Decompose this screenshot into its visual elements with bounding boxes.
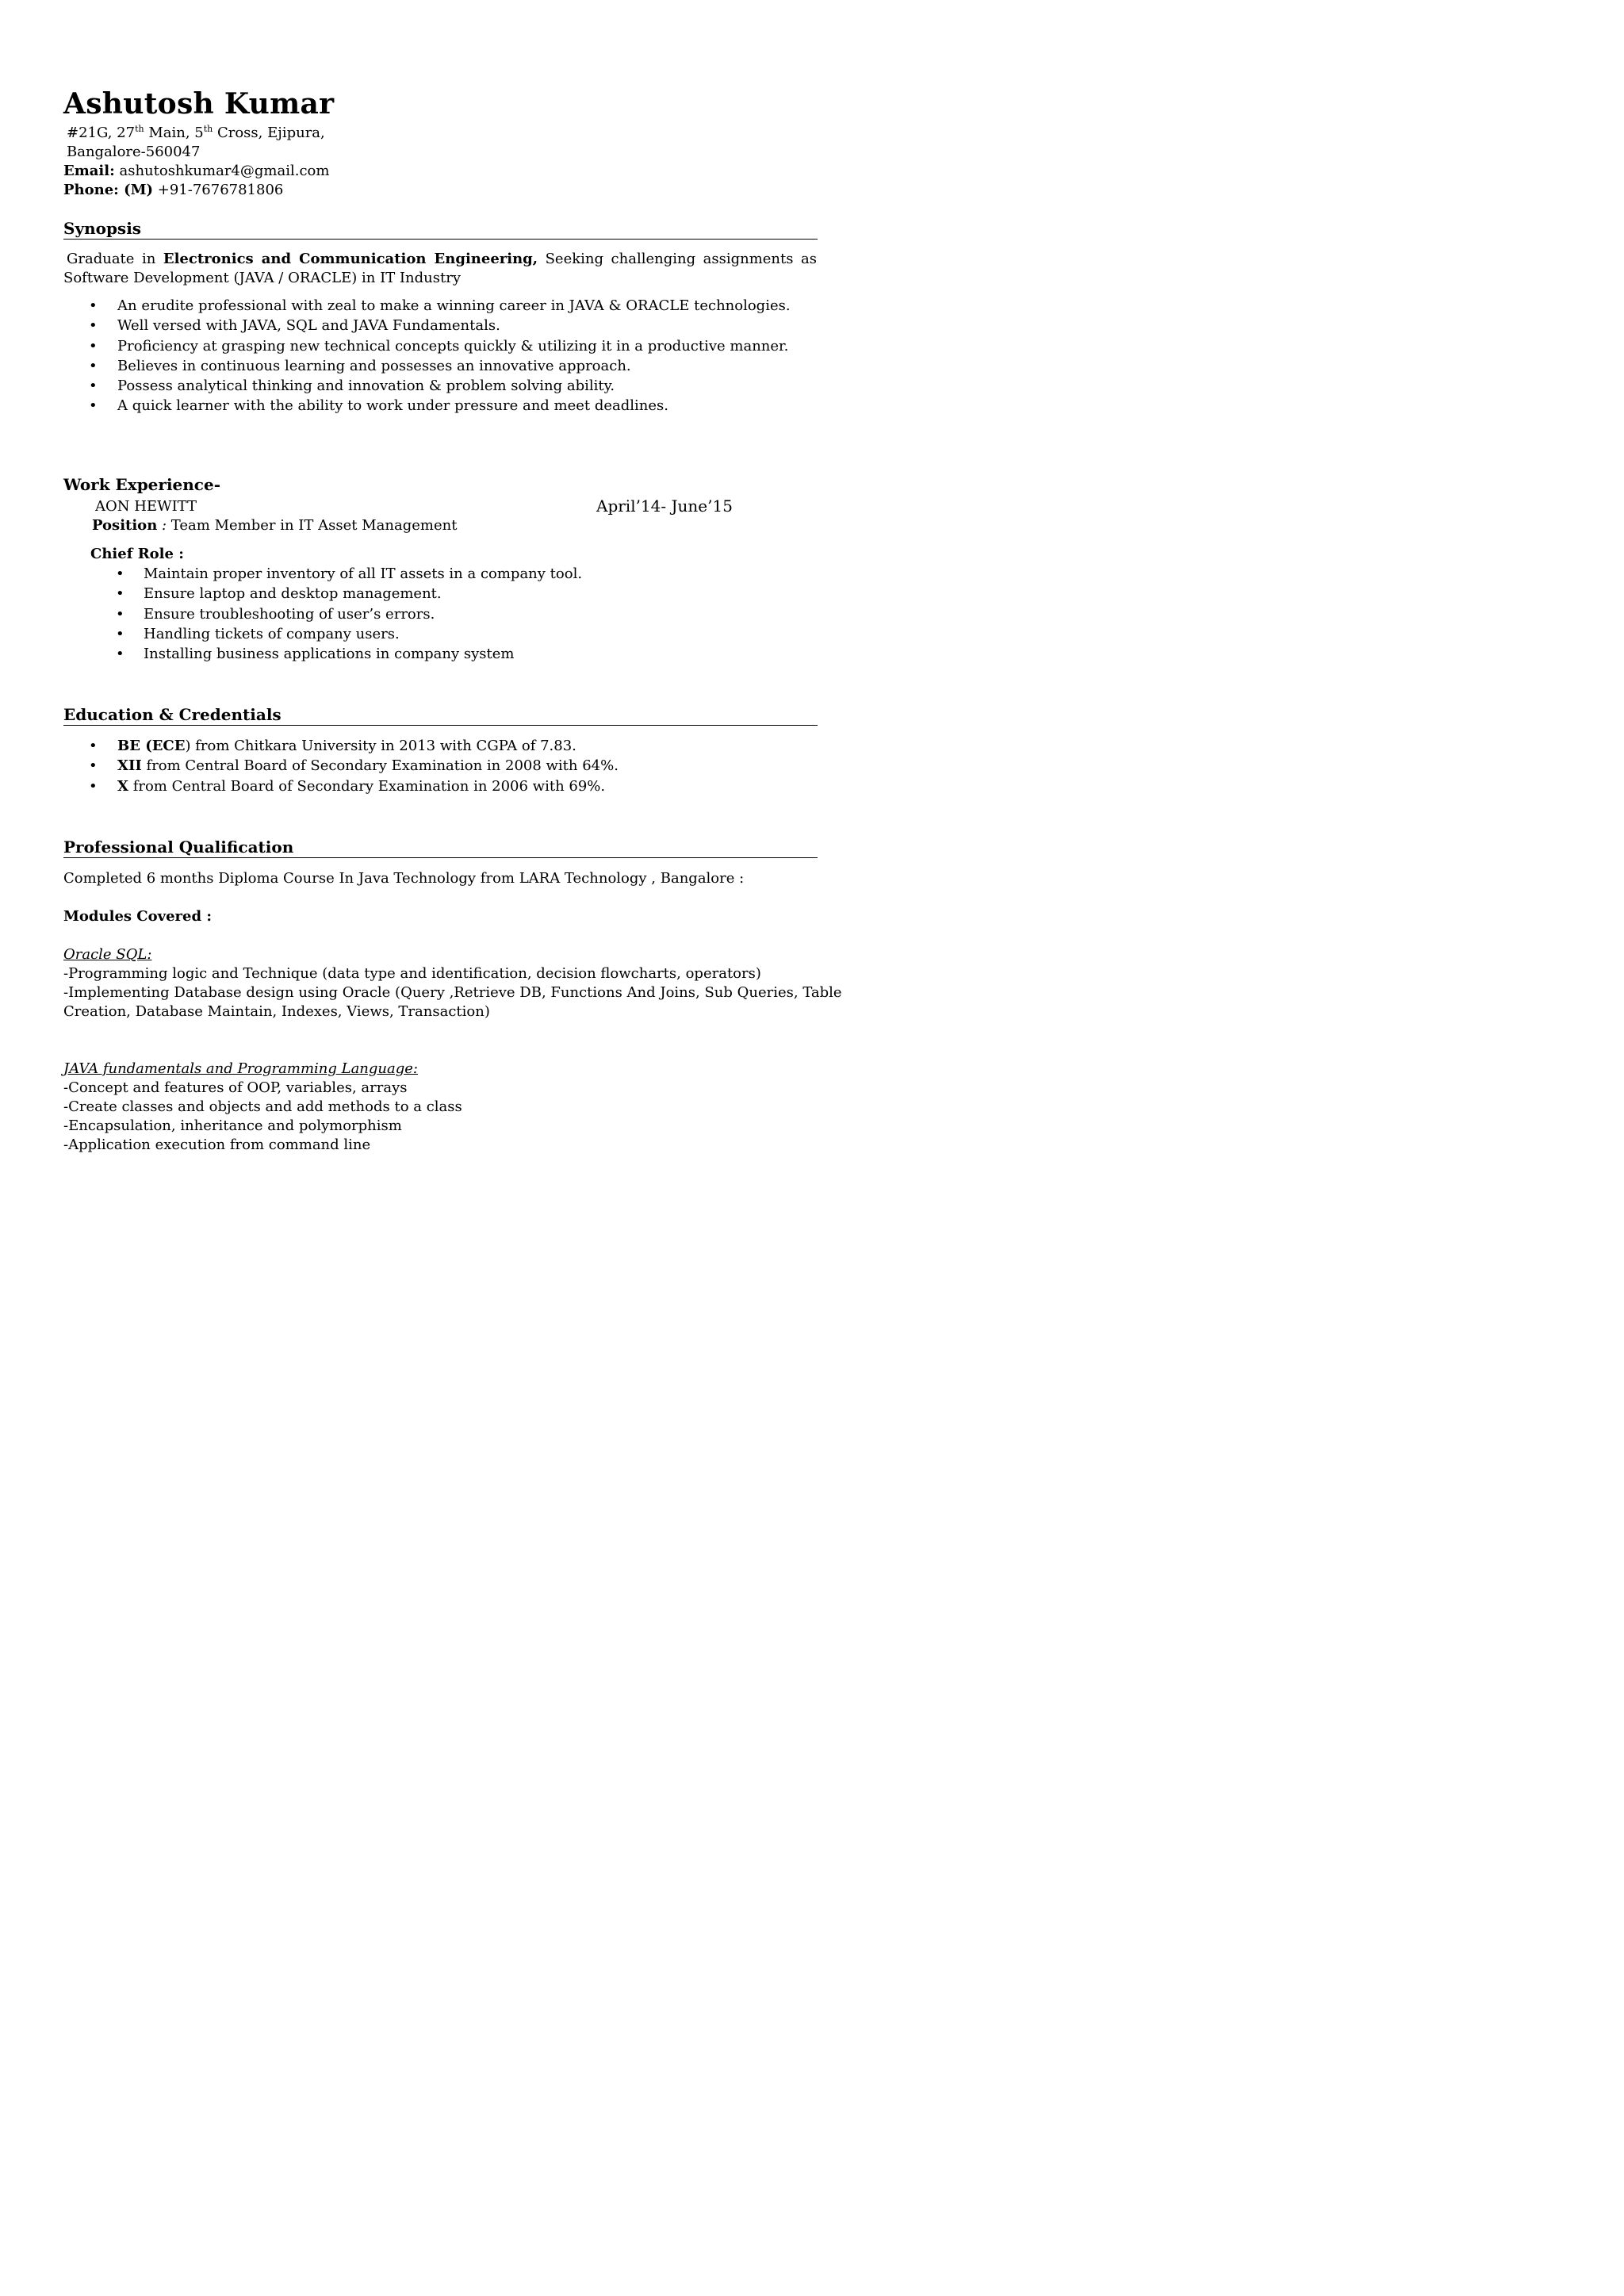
address-line-1: #21G, 27th Main, 5th Cross, Ejipura, <box>67 124 325 141</box>
java-line: -Encapsulation, inheritance and polymorphism <box>63 1117 402 1134</box>
synopsis-divider <box>63 239 818 240</box>
list-item-text: Ensure laptop and desktop management. <box>144 585 442 603</box>
java-line: -Create classes and objects and add methods to a class <box>63 1098 462 1115</box>
list-item-text: BE (ECE) from Chitkara University in 2013 with CGPA of 7.83. <box>117 738 576 754</box>
oracle-line: -Implementing Database design using Oracle (Query ,Retrieve DB, Functions And Joins, Sub Queries, Table <box>63 984 842 1001</box>
phone-value: +91-7676781806 <box>153 182 284 198</box>
education-divider <box>63 725 818 726</box>
employment-dates: April’14- June’15 <box>596 496 733 516</box>
qualification-divider <box>63 857 818 858</box>
phone-line <box>63 181 283 200</box>
list-item-text: Believes in continuous learning and possesses an innovative approach. <box>117 357 631 374</box>
list-item-text: A quick learner with the ability to work under pressure and meet deadlines. <box>117 397 669 415</box>
bullet-icon: • <box>89 317 98 335</box>
list-item-text: Maintain proper inventory of all IT assets in a company tool. <box>144 565 583 582</box>
email-label: Email: <box>63 163 115 179</box>
email-line <box>63 162 329 181</box>
bullet-icon: • <box>116 605 124 623</box>
bullet-icon: • <box>89 757 98 775</box>
modules-covered-label: Modules Covered : <box>63 908 212 925</box>
java-line: -Concept and features of OOP, variables, arrays <box>63 1079 408 1096</box>
list-item-text: X from Central Board of Secondary Examination in 2006 with 69%. <box>117 777 606 795</box>
list-item-text: Ensure troubleshooting of user’s errors. <box>144 605 435 623</box>
list-item-text: XII from Central Board of Secondary Examination in 2008 with 64%. <box>117 757 619 775</box>
oracle-sql-title: Oracle SQL: <box>63 946 152 963</box>
java-title: JAVA fundamentals and Programming Language: <box>63 1060 418 1077</box>
address-line-2: Bangalore-560047 <box>67 144 201 160</box>
bullet-icon: • <box>89 738 98 754</box>
synopsis-intro: Graduate in Electronics and Communication Engineering, Seeking challenging assignments as Software Development (JAVA / ORACLE) in IT Industry <box>63 251 817 286</box>
oracle-line: Creation, Database Maintain, Indexes, Views, Transaction) <box>63 1003 490 1020</box>
list-item-text: Well versed with JAVA, SQL and JAVA Fundamentals. <box>117 317 500 335</box>
qualification-intro: Completed 6 months Diploma Course In Java Technology from LARA Technology , Bangalore : <box>63 870 745 887</box>
chief-role-label: Chief Role : <box>90 546 184 562</box>
phone-label: Phone: (M) <box>63 182 154 198</box>
education-heading: Education & Credentials <box>63 705 282 724</box>
email-value[interactable]: ashutoshkumar4@gmail.com <box>114 163 330 179</box>
bullet-icon: • <box>116 646 124 663</box>
synopsis-heading: Synopsis <box>63 219 142 238</box>
bullet-icon: • <box>116 625 124 642</box>
bullet-icon: • <box>89 297 98 314</box>
list-item-text: Proficiency at grasping new technical concepts quickly & utilizing it in a productive manner. <box>117 337 789 355</box>
bullet-icon: • <box>89 378 98 395</box>
qualification-heading: Professional Qualification <box>63 838 294 857</box>
list-item-text: An erudite professional with zeal to make a winning career in JAVA & ORACLE technologies. <box>117 297 791 314</box>
work-heading: Work Experience- <box>63 475 221 494</box>
java-line: -Application execution from command line <box>63 1137 371 1153</box>
candidate-name: Ashutosh Kumar <box>63 87 335 121</box>
list-item-text: Handling tickets of company users. <box>144 625 400 642</box>
position-line: Position : Team Member in IT Asset Management <box>92 517 458 534</box>
list-item-text: Possess analytical thinking and innovation & problem solving ability. <box>117 378 615 395</box>
bullet-icon: • <box>116 585 124 603</box>
company-name: AON HEWITT <box>95 498 197 515</box>
list-item-text: Installing business applications in company system <box>144 646 515 663</box>
bullet-icon: • <box>89 397 98 415</box>
bullet-icon: • <box>89 337 98 355</box>
bullet-icon: • <box>116 565 124 582</box>
oracle-line: -Programming logic and Technique (data type and identification, decision flowcharts, operators) <box>63 965 761 982</box>
bullet-icon: • <box>89 357 98 374</box>
bullet-icon: • <box>89 777 98 795</box>
